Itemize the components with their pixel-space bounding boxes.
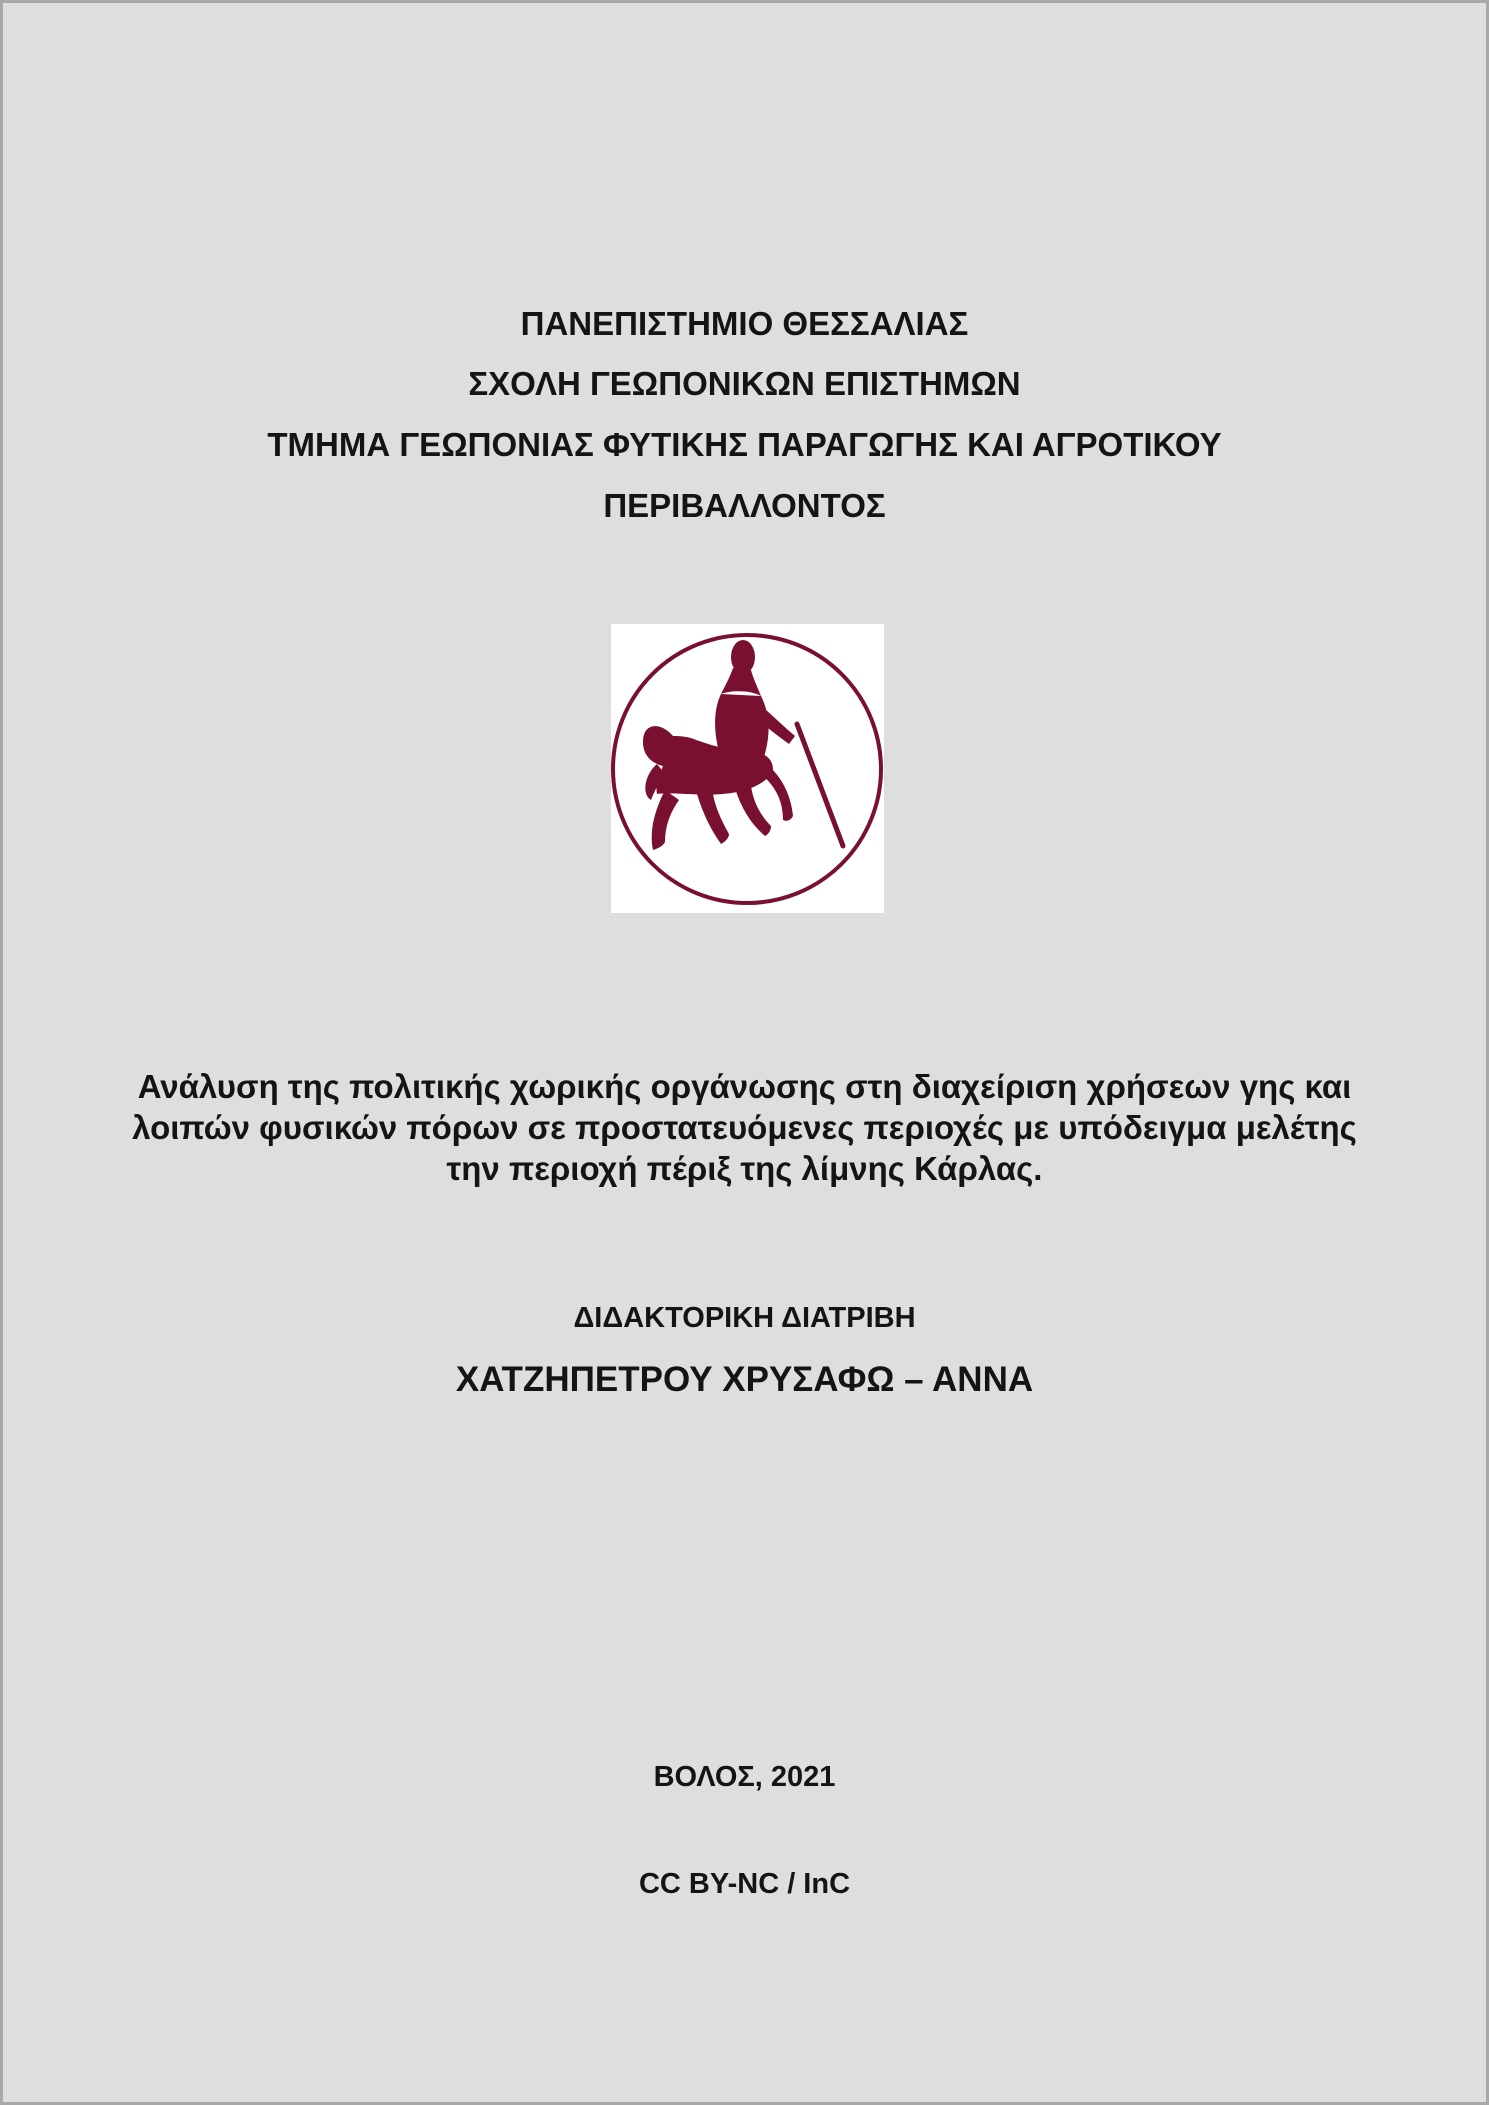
- university-logo: [611, 624, 884, 913]
- university-name: ΠΑΝΕΠΙΣΤΗΜΙΟ ΘΕΣΣΑΛΙΑΣ: [520, 305, 969, 342]
- thesis-title-line-1: Ανάλυση της πολιτικής χωρικής οργάνωσης στη διαχείριση χρήσεων γης και: [137, 1068, 1352, 1105]
- author-name: ΧΑΤΖΗΠΕΤΡΟΥ ΧΡΥΣΑΦΩ – ΑΝΝΑ: [455, 1360, 1034, 1399]
- centaur-emblem-icon: [611, 624, 884, 913]
- thesis-type: ΔΙΔΑΚΤΟΡΙΚΗ ΔΙΑΤΡΙΒΗ: [573, 1302, 916, 1334]
- department-name-line-1: ΤΜΗΜΑ ΓΕΩΠΟΝΙΑΣ ΦΥΤΙΚΗΣ ΠΑΡΑΓΩΓΗΣ ΚΑΙ ΑΓΡΟΤΙΚΟΥ: [267, 426, 1222, 463]
- thesis-title-line-3: την περιοχή πέριξ της λίμνης Κάρλας.: [446, 1150, 1043, 1187]
- place-and-year: ΒΟΛΟΣ, 2021: [653, 1761, 836, 1793]
- school-name: ΣΧΟΛΗ ΓΕΩΠΟΝΙΚΩΝ ΕΠΙΣΤΗΜΩΝ: [468, 365, 1021, 402]
- license-label: CC BY-NC / InC: [638, 1868, 851, 1900]
- thesis-title-line-2: λοιπών φυσικών πόρων σε προστατευόμενες περιοχές με υπόδειγμα μελέτης: [132, 1109, 1357, 1146]
- department-name-line-2: ΠΕΡΙΒΑΛΛΟΝΤΟΣ: [603, 487, 886, 524]
- thesis-title: [3, 1066, 1486, 1189]
